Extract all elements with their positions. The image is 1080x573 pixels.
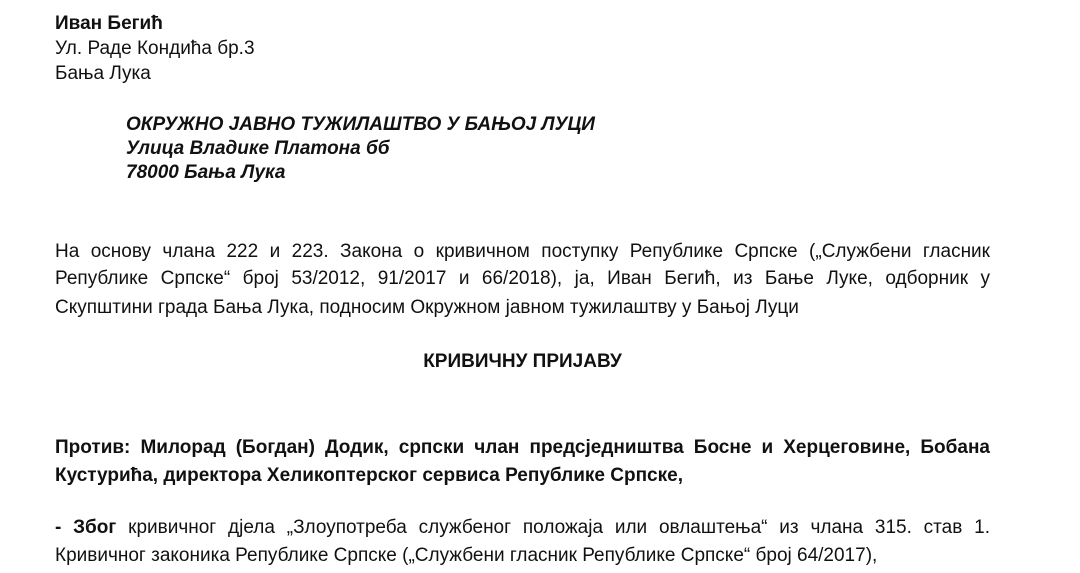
against-line-2: Кустурића, директора Хеликоптерског сервиса Републике Српске,	[55, 465, 683, 486]
charge-line-2: Кривичног законика Републике Српске („Службени гласник Републике Српске“ број 64/2017),	[55, 545, 878, 566]
recipient-name: ОКРУЖНО ЈАВНО ТУЖИЛАШТВО У БАЊОЈ ЛУЦИ	[126, 114, 595, 135]
recipient-city: 78000 Бања Лука	[126, 162, 286, 183]
charge-line-1-text: кривичног дјела „Злоупотреба службеног положаја или овлаштења“ из члана 315. став 1.	[116, 517, 991, 538]
intro-line-1: На основу члана 222 и 223. Закона о кривичном поступку Републике Српске („Службени гласник	[55, 241, 990, 262]
sender-name: Иван Бегић	[55, 13, 163, 34]
charge-prefix: - Због	[55, 517, 117, 538]
recipient-street: Улица Владике Платона бб	[126, 138, 390, 159]
sender-city: Бања Лука	[55, 63, 151, 84]
intro-line-3: Скупштини града Бања Лука, подносим Окружном јавном тужилаштву у Бањој Луци	[55, 297, 799, 318]
intro-line-2: Републике Српске“ број 53/2012, 91/2017 и 66/2018), ја, Иван Бегић, из Бање Луке, одборник у	[55, 268, 990, 289]
charge-line-1	[55, 517, 990, 539]
sender-street: Ул. Раде Кондића бр.3	[55, 38, 255, 59]
document-title: КРИВИЧНУ ПРИЈАВУ	[423, 351, 622, 372]
against-line-1: Против: Милорад (Богдан) Додик, српски члан предсједништва Босне и Херцеговине, Бобана	[55, 437, 990, 458]
